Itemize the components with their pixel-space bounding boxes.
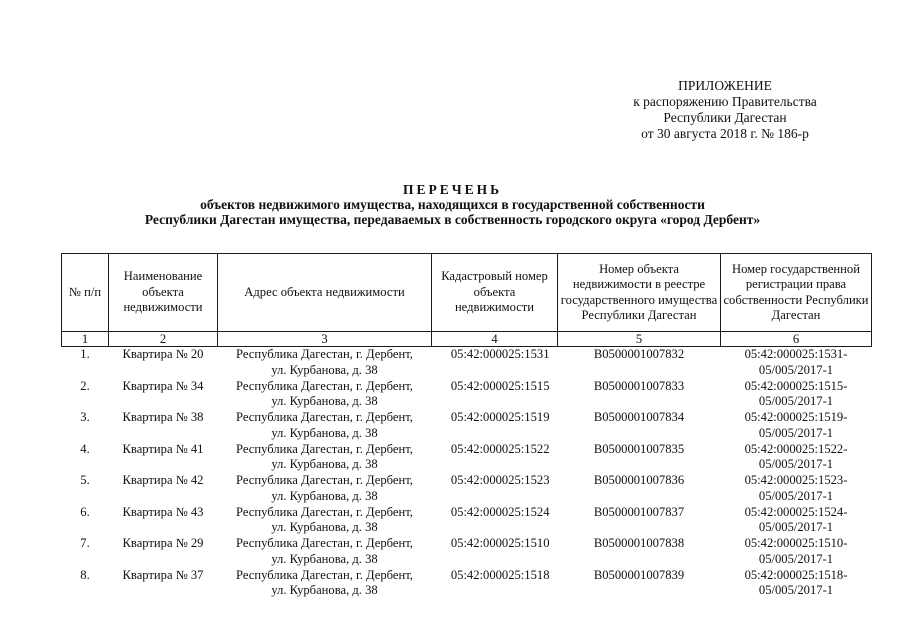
registry-number: В0500001007834 (593, 410, 685, 424)
registration-line: 05:42:000025:1523- (744, 473, 848, 487)
registration-number (721, 568, 872, 600)
row-number: 5. (80, 473, 90, 487)
registration-line: 05/005/2017-1 (758, 488, 834, 503)
table-row (62, 536, 872, 568)
object-name: Квартира № 34 (122, 378, 204, 393)
address-line: ул. Курбанова, д. 38 (271, 362, 378, 377)
object-address (218, 347, 432, 379)
registration-line: 05:42:000025:1510- (744, 536, 848, 550)
address-line: Республика Дагестан, г. Дербент, (236, 567, 413, 582)
registration-line: 05/005/2017-1 (758, 394, 834, 408)
column-number: 4 (432, 332, 558, 347)
column-number: 2 (109, 332, 218, 347)
address-line: Республика Дагестан, г. Дербент, (236, 378, 413, 393)
object-address (218, 536, 432, 568)
row-number: 1. (80, 347, 90, 361)
registration-line: 05:42:000025:1519- (744, 410, 848, 424)
table-header-row (62, 254, 872, 332)
annex-republic-line: Республики Дагестан (663, 110, 787, 125)
annex-block (600, 78, 850, 142)
cadastral-number: 05:42:000025:1519 (450, 410, 550, 424)
registration-line: 05/005/2017-1 (758, 425, 834, 440)
address-line: ул. Курбанова, д. 38 (271, 551, 378, 566)
cadastral-number: 05:42:000025:1510 (450, 536, 550, 550)
object-address (218, 473, 432, 505)
column-number: 3 (218, 332, 432, 347)
address-line: ул. Курбанова, д. 38 (271, 520, 378, 534)
object-address (218, 568, 432, 600)
address-line: ул. Курбанова, д. 38 (271, 457, 378, 471)
cadastral-number: 05:42:000025:1518 (450, 567, 550, 582)
object-address (218, 410, 432, 442)
registration-number (721, 536, 872, 568)
object-name: Квартира № 42 (122, 473, 204, 487)
registration-number (721, 379, 872, 411)
cadastral-number: 05:42:000025:1515 (450, 378, 550, 393)
registration-number (721, 473, 872, 505)
registry-number: В0500001007839 (593, 567, 685, 582)
address-line: Республика Дагестан, г. Дербент, (236, 441, 413, 456)
header-registration: Номер государственной регистрации права собственности Республики Дагестан (721, 254, 872, 332)
registration-line: 05:42:000025:1515- (744, 378, 848, 393)
registration-line: 05:42:000025:1522- (744, 441, 848, 456)
registration-line: 05:42:000025:1524- (744, 504, 848, 519)
address-line: Республика Дагестан, г. Дербент, (236, 504, 413, 519)
header-registry: Номер объекта недвижимости в реестре государственного имущества Республики Дагестан (558, 254, 721, 332)
registration-number (721, 347, 872, 379)
row-number: 3. (80, 410, 90, 424)
column-number: 1 (62, 332, 109, 347)
cadastral-number: 05:42:000025:1522 (450, 441, 550, 456)
registration-line: 05:42:000025:1531- (744, 347, 848, 361)
registry-number: В0500001007837 (593, 504, 685, 519)
row-number: 6. (80, 504, 90, 519)
table-row (62, 505, 872, 537)
title-line-1: объектов недвижимого имущества, находящихся в государственной собственности (200, 197, 705, 212)
table-row (62, 379, 872, 411)
annex-order-line: к распоряжению Правительства (633, 94, 817, 109)
registration-line: 05/005/2017-1 (758, 362, 834, 377)
registry-number: В0500001007833 (593, 378, 685, 393)
registry-number: В0500001007832 (593, 347, 685, 361)
cadastral-number: 05:42:000025:1531 (450, 347, 550, 361)
row-number: 4. (80, 441, 90, 456)
address-line: ул. Курбанова, д. 38 (271, 425, 378, 440)
cadastral-number: 05:42:000025:1524 (450, 504, 550, 519)
title-heading: ПЕРЕЧЕНЬ (402, 182, 503, 197)
address-line: Республика Дагестан, г. Дербент, (236, 410, 413, 424)
document-title (0, 182, 905, 227)
address-line: ул. Курбанова, д. 38 (271, 583, 378, 597)
registration-line: 05/005/2017-1 (758, 520, 834, 534)
row-number: 2. (80, 378, 90, 393)
address-line: Республика Дагестан, г. Дербент, (236, 536, 413, 550)
cadastral-number: 05:42:000025:1523 (450, 473, 550, 487)
registration-number (721, 505, 872, 537)
table-row (62, 473, 872, 505)
registration-line: 05:42:000025:1518- (744, 567, 848, 582)
table-row (62, 568, 872, 600)
object-address (218, 379, 432, 411)
registration-line: 05/005/2017-1 (758, 583, 834, 597)
row-number: 7. (80, 536, 90, 550)
object-name: Квартира № 20 (122, 347, 204, 361)
header-name: Наименование объекта недвижимости (109, 254, 218, 332)
registry-number: В0500001007835 (593, 441, 685, 456)
annex-title: ПРИЛОЖЕНИЕ (678, 78, 772, 93)
table-row (62, 410, 872, 442)
object-name: Квартира № 37 (122, 567, 204, 582)
address-line: ул. Курбанова, д. 38 (271, 394, 378, 408)
object-name: Квартира № 29 (122, 536, 204, 550)
registry-number: В0500001007836 (593, 473, 685, 487)
row-number: 8. (80, 567, 90, 582)
column-number: 5 (558, 332, 721, 347)
address-line: Республика Дагестан, г. Дербент, (236, 473, 413, 487)
title-line-2: Республики Дагестан имущества, передаваемых в собственность городского округа «город Дербент» (144, 212, 761, 227)
registration-line: 05/005/2017-1 (758, 457, 834, 471)
object-name: Квартира № 41 (122, 441, 204, 456)
registration-number (721, 442, 872, 474)
address-line: ул. Курбанова, д. 38 (271, 488, 378, 503)
registration-line: 05/005/2017-1 (758, 551, 834, 566)
object-name: Квартира № 43 (122, 504, 204, 519)
object-name: Квартира № 38 (122, 410, 204, 424)
column-number: 6 (721, 332, 872, 347)
annex-date-line: от 30 августа 2018 г. № 186-р (641, 126, 809, 141)
header-address: Адрес объекта недвижимости (218, 254, 432, 332)
header-number: № п/п (62, 254, 109, 332)
table-row (62, 347, 872, 379)
registration-number (721, 410, 872, 442)
column-number-row (62, 332, 872, 347)
header-cadastral: Кадастровый номер объекта недвижимости (432, 254, 558, 332)
registry-number: В0500001007838 (593, 536, 685, 550)
object-address (218, 442, 432, 474)
object-address (218, 505, 432, 537)
address-line: Республика Дагестан, г. Дербент, (236, 347, 413, 361)
table-row (62, 442, 872, 474)
property-table (61, 253, 872, 599)
